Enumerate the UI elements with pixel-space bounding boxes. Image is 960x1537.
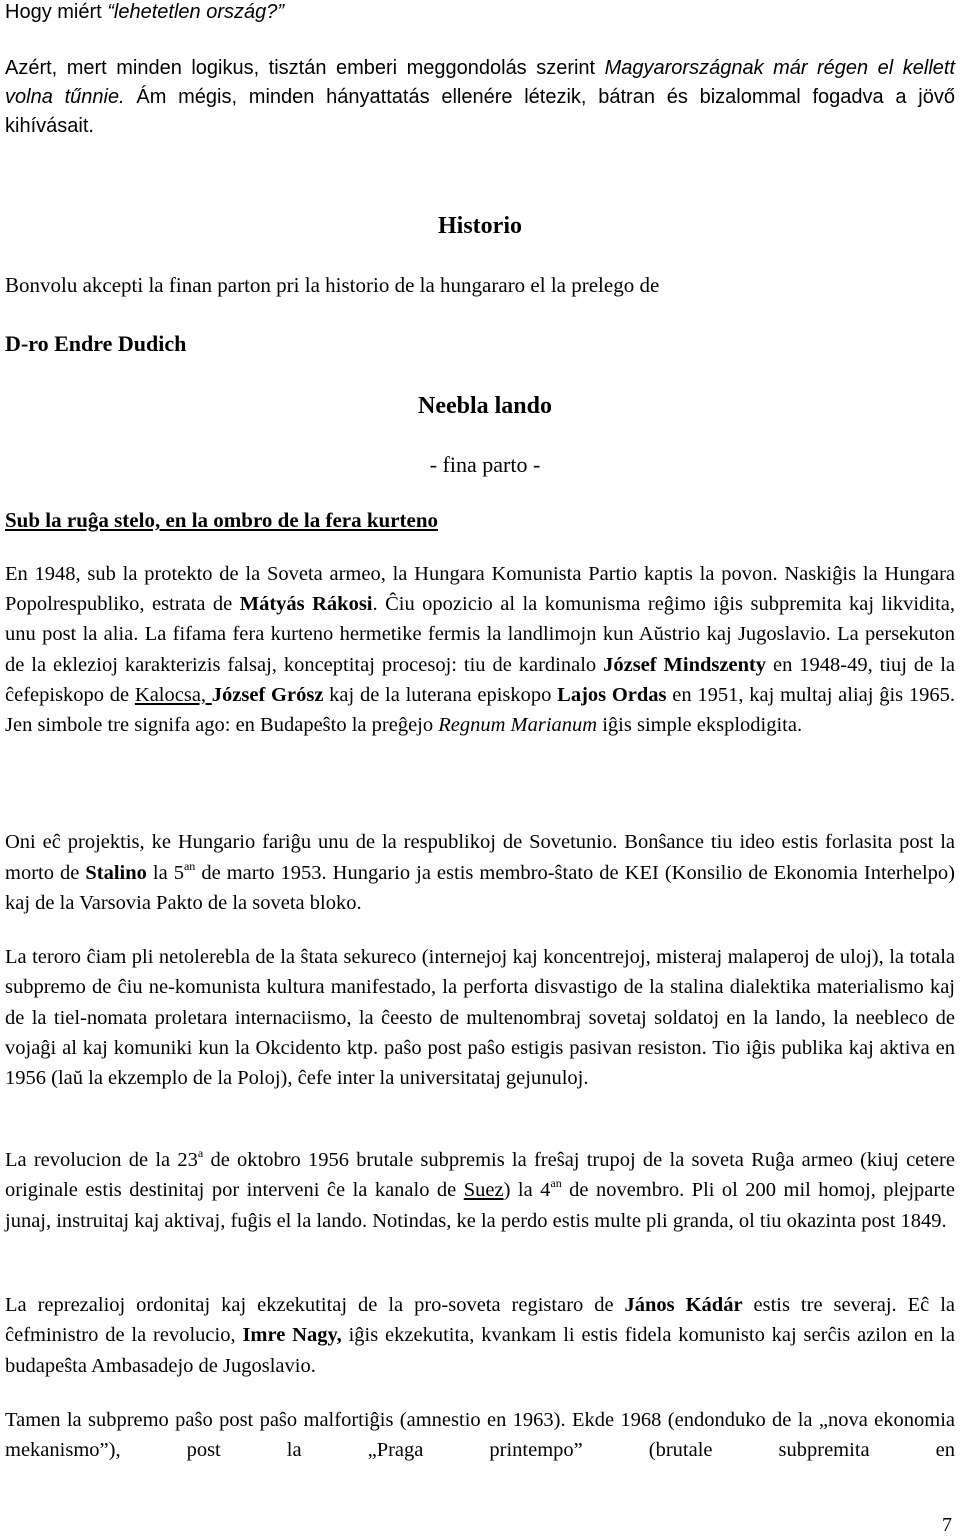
hungarian-heading: Hogy miért “lehetetlen ország?” (5, 1, 285, 23)
paragraph-5: La reprezalioj ordonitaj kaj ekzekutitaj de la pro-soveta registaro de János Kádár estis tre severaj. Eĉ la ĉefministro de la revolucio, Imre Nagy, iĝis ekzekutita, kvankam li estis fidela komunisto kaj serĉis azilon en la budapeŝta Ambasadejo de Jugoslavio. (5, 1294, 956, 1377)
paragraph-2: Oni eĉ projektis, ke Hungario fariĝu unu de la respublikoj de Sovetunio. Bonŝance tiu ideo estis forlasita post la morto de Stalino la $5^{an}$ de marto 1953. Hungario ja estis membro-ŝtato de KEI (Konsilio de Ekonomia Interhelpo) kaj de la Varsovia Pakto de la soveta bloko. (5, 831, 955, 914)
book-title: Neebla lando (417, 393, 552, 419)
paragraph-3: La teroro ĉiam pli netolerebla de la ŝtata sekureco (internejoj kaj koncentrejoj, misteraj malaperoj de uloj), la totala subpremo de ĉiu ne-komunista kultura manifestado, la perforta disvastigo de la stalina dialektika materialismo kaj de la tiel-nomata proletara internaciismo, la ĉeesto de multenombraj sovetaj soldatoj en la lando, la neebleco de vojaĝi al kaj komuniki kun la Okcidento ktp. paŝo post paŝo estigis pasivan resiston. Tio iĝis publika kaj aktiva en 1956 (laŭ la ekzemplo de la Poloj), ĉefe inter la universitataj gejunuloj. (5, 946, 955, 1090)
paragraph-6: Tamen la subpremo paŝo post paŝo malfortiĝis (amnestio en 1963). Ekde 1968 (endonduko de la „nova ekonomia mekanismo”), post la „Praga printempo” (brutale subpremita en (5, 1409, 955, 1462)
hungarian-intro: Azért, mert minden logikus, tisztán emberi meggondolás szerint Magyarországnak már régen el kellett volna tűnnie. Ám mégis, minden hányattatás ellenére létezik, bátran és bizalommal fogadva a jövő kihívásait. (5, 57, 955, 137)
chapter-title: Sub la ruĝa stelo, en la ombro de la fera kurteno (5, 508, 439, 532)
paragraph-4: La revolucion de la 23$^a$ de oktobro 1956 brutale subpremis la freŝaj trupoj de la soveta Ruĝa armeo (kiuj cetere originale estis destinitaj por interveni ĉe la kanalo de Suez) la $4^{an}$ de novembro. Pli ol 200 mil homoj, plejparte junaj, instruitaj kaj aktivaj, fuĝis el la lando. Notindas, ke la perdo estis multe pli granda, ol tiu okazinta post 1849. (5, 1146, 955, 1232)
section-heading-historio: Historio (438, 213, 522, 239)
paragraph-1: En 1948, sub la protekto de la Soveta armeo, la Hungara Komunista Partio kaptis la povon. Naskiĝis la Hungara Popolrespubliko, estrata de Mátyás Rákosi. Ĉiu opozicio al la komunisma reĝimo iĝis subpremita kaj likvidita, unu post la alia. La fifama fera kurteno hermetike fermis la landlimojn kun Aŭstrio kaj Jugoslavio. La persekuton de la eklezioj karakterizis falsaj, konceptitaj procesoj: tiu de kardinalo József Mindszenty en 1948-49, tiuj de la ĉefepiskopo de Kalocsa, József Grósz kaj de la luterana episkopo Lajos Ordas en 1951, kaj multaj aliaj ĝis 1965. Jen simbole tre signifa ago: en Budapeŝto la preĝejo Regnum Marianum iĝis simple eksplodigita. (5, 563, 956, 737)
author-name: D-ro Endre Dudich (5, 331, 187, 356)
part-label: - fina parto - (429, 452, 541, 477)
historio-intro: Bonvolu akcepti la finan parton pri la historio de la hungararo el la prelego de (5, 273, 660, 297)
page-number: 7 (942, 1514, 952, 1536)
